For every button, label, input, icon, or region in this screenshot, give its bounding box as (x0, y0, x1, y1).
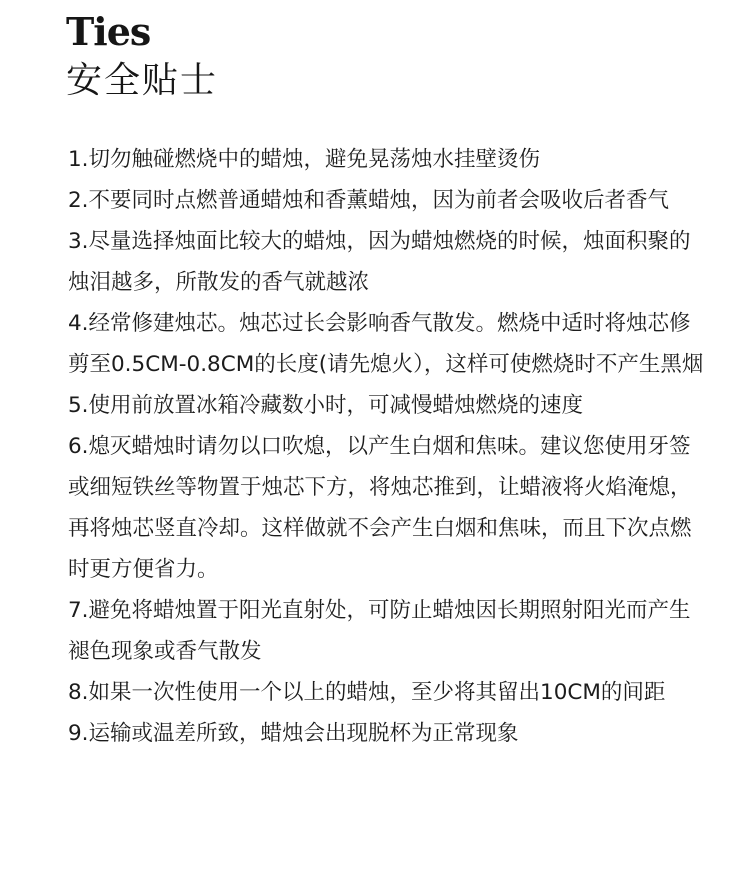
safety-tips-list (68, 139, 708, 754)
tip-item: 6.熄灭蜡烛时请勿以口吹熄，以产生白烟和焦味。建议您使用牙签或细短铁丝等物置于烛芯下方，将烛芯推到，让蜡液将火焰淹熄，再将烛芯竖直冷却。这样做就不会产生白烟和焦味，而且下次点燃时更方便省力。 (68, 434, 692, 582)
tip-item: 4.经常修建烛芯。烛芯过长会影响香气散发。燃烧中适时将烛芯修剪至0.5CM-0.8CM的长度(请先熄火），这样可使燃烧时不产生黑烟 (68, 311, 704, 377)
brand-logo: Ties (66, 9, 151, 54)
tip-item: 3.尽量选择烛面比较大的蜡烛，因为蜡烛燃烧的时候，烛面积聚的烛泪越多，所散发的香气就越浓 (68, 229, 691, 295)
tip-item: 1.切勿触碰燃烧中的蜡烛，避免晃荡烛水挂壁烫伤 (68, 147, 541, 172)
page-title: 安全贴士 (66, 60, 219, 101)
tip-item: 9.运输或温差所致，蜡烛会出现脱杯为正常现象 (68, 721, 519, 746)
tip-item: 2.不要同时点燃普通蜡烛和香薰蜡烛，因为前者会吸收后者香气 (68, 188, 670, 213)
tip-item: 7.避免将蜡烛置于阳光直射处，可防止蜡烛因长期照射阳光而产生褪色现象或香气散发 (68, 598, 691, 664)
tip-item: 8.如果一次性使用一个以上的蜡烛，至少将其留出10CM的间距 (68, 680, 666, 705)
tip-item: 5.使用前放置冰箱冷藏数小时，可减慢蜡烛燃烧的速度 (68, 393, 584, 418)
